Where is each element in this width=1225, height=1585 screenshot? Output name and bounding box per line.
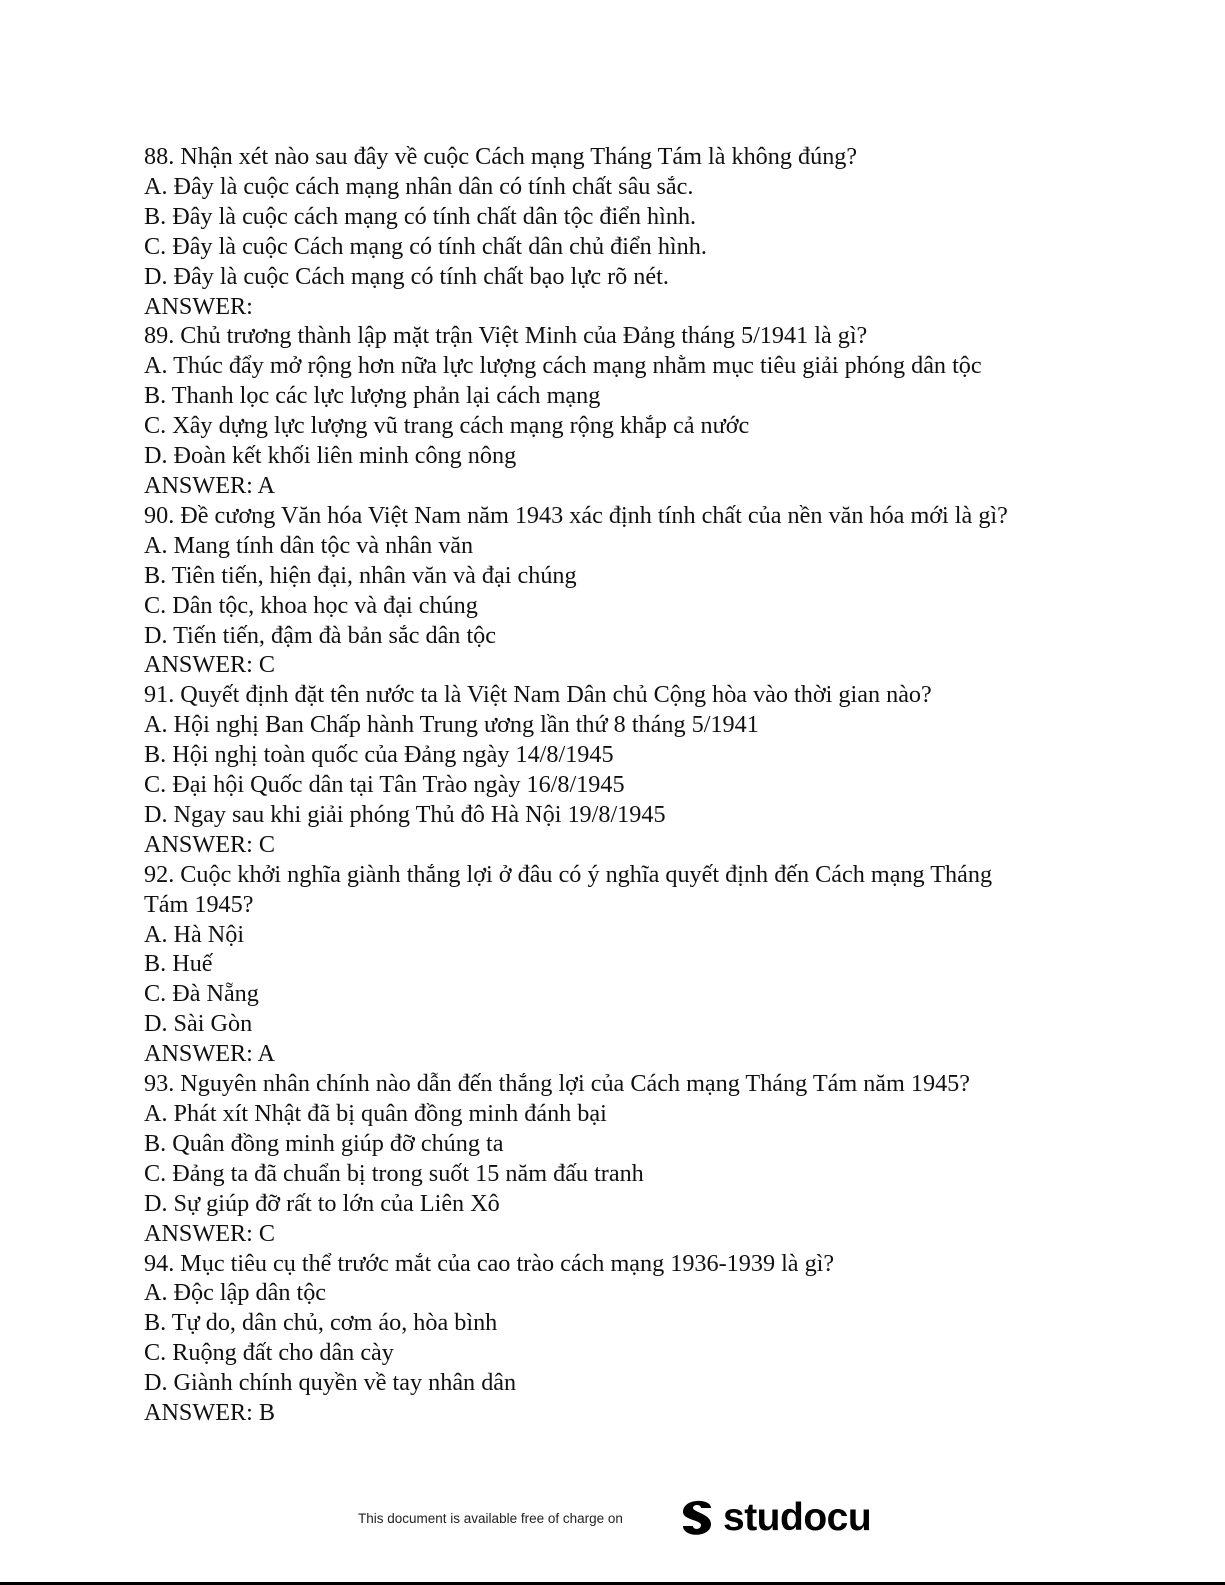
option-90-a: A. Mang tính dân tộc và nhân văn	[144, 531, 474, 559]
option-89-d: D. Đoàn kết khối liên minh công nông	[144, 442, 517, 470]
answer-91: ANSWER: C	[144, 830, 276, 858]
question-89: 89. Chủ trương thành lập mặt trận Việt Minh của Đảng tháng 5/1941 là gì?	[144, 322, 868, 350]
option-91-a: A. Hội nghị Ban Chấp hành Trung ương lần thứ 8 tháng 5/1941	[144, 711, 759, 739]
question-92-continued: Tám 1945?	[144, 890, 254, 918]
option-90-c: C. Dân tộc, khoa học và đại chúng	[144, 591, 478, 619]
option-93-d: D. Sự giúp đỡ rất to lớn của Liên Xô	[144, 1189, 500, 1217]
question-94: 94. Mục tiêu cụ thể trước mắt của cao trào cách mạng 1936-1939 là gì?	[144, 1249, 835, 1277]
option-93-a: A. Phát xít Nhật đã bị quân đồng minh đánh bại	[144, 1100, 607, 1127]
option-92-c: C. Đà Nẵng	[144, 980, 259, 1008]
option-92-a: A. Hà Nội	[144, 920, 245, 948]
answer-88: ANSWER:	[144, 292, 253, 320]
question-90: 90. Đề cương Văn hóa Việt Nam năm 1943 xác định tính chất của nền văn hóa mới là gì?	[144, 501, 1008, 529]
question-list	[144, 142, 1084, 1428]
answer-93: ANSWER: C	[144, 1219, 276, 1247]
option-94-c: C. Ruộng đất cho dân cày	[144, 1339, 394, 1367]
option-89-b: B. Thanh lọc các lực lượng phản lại cách mạng	[144, 382, 601, 410]
option-89-c: C. Xây dựng lực lượng vũ trang cách mạng rộng khắp cả nước	[144, 412, 750, 440]
option-89-a: A. Thúc đẩy mở rộng hơn nữa lực lượng cách mạng nhằm mục tiêu giải phóng dân tộc	[144, 352, 982, 380]
option-94-b: B. Tự do, dân chủ, cơm áo, hòa bình	[144, 1309, 498, 1337]
option-91-c: C. Đại hội Quốc dân tại Tân Trào ngày 16/8/1945	[144, 771, 625, 799]
question-92: 92. Cuộc khởi nghĩa giành thắng lợi ở đâu có ý nghĩa quyết định đến Cách mạng Tháng	[144, 860, 993, 888]
option-91-b: B. Hội nghị toàn quốc của Đảng ngày 14/8/1945	[144, 741, 614, 769]
option-94-a: A. Độc lập dân tộc	[144, 1279, 327, 1307]
option-90-d: D. Tiến tiến, đậm đà bản sắc dân tộc	[144, 621, 496, 649]
studocu-logo[interactable]	[675, 1492, 871, 1542]
answer-90: ANSWER: C	[144, 651, 276, 679]
studocu-logo-icon	[675, 1492, 719, 1542]
option-88-b: B. Đây là cuộc cách mạng có tính chất dân tộc điển hình.	[144, 202, 697, 230]
footer-availability-text: This document is available free of charge on	[358, 1511, 623, 1526]
option-88-d: D. Đây là cuộc Cách mạng có tính chất bạo lực rõ nét.	[144, 262, 669, 290]
answer-94: ANSWER: B	[144, 1399, 276, 1427]
question-88: 88. Nhận xét nào sau đây về cuộc Cách mạng Tháng Tám là không đúng?	[144, 143, 858, 170]
option-92-b: B. Huế	[144, 950, 213, 978]
option-88-c: C. Đây là cuộc Cách mạng có tính chất dân chủ điển hình.	[144, 232, 707, 260]
option-94-d: D. Giành chính quyền về tay nhân dân	[144, 1369, 517, 1397]
question-91: 91. Quyết định đặt tên nước ta là Việt Nam Dân chủ Cộng hòa vào thời gian nào?	[144, 681, 932, 709]
question-93: 93. Nguyên nhân chính nào dẫn đến thắng lợi của Cách mạng Tháng Tám năm 1945?	[144, 1070, 971, 1098]
studocu-wordmark: studocu	[723, 1495, 872, 1539]
page-footer	[0, 1478, 1225, 1548]
option-93-c: C. Đảng ta đã chuẩn bị trong suốt 15 năm đấu tranh	[144, 1159, 644, 1187]
option-90-b: B. Tiên tiến, hiện đại, nhân văn và đại chúng	[144, 561, 577, 589]
option-92-d: D. Sài Gòn	[144, 1010, 253, 1038]
answer-92: ANSWER: A	[144, 1040, 276, 1068]
option-91-d: D. Ngay sau khi giải phóng Thủ đô Hà Nội 19/8/1945	[144, 800, 666, 828]
option-93-b: B. Quân đồng minh giúp đỡ chúng ta	[144, 1129, 504, 1157]
option-88-a: A. Đây là cuộc cách mạng nhân dân có tính chất sâu sắc.	[144, 172, 694, 200]
answer-89: ANSWER: A	[144, 471, 276, 499]
